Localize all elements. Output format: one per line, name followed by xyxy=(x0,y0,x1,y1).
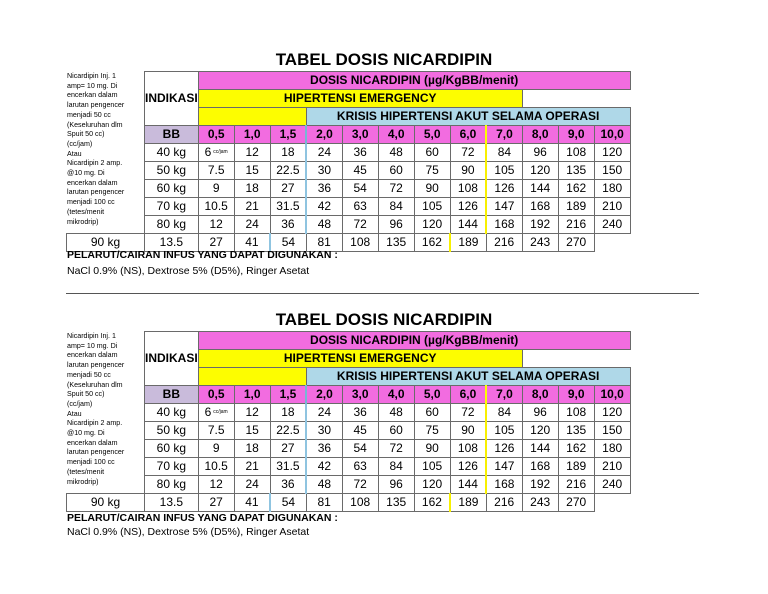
value-cell: 168 xyxy=(522,458,558,476)
value-cell: 45 xyxy=(342,162,378,180)
value-cell: 162 xyxy=(558,440,594,458)
value-cell: 135 xyxy=(378,494,414,512)
dose-cell: 4,0 xyxy=(378,126,414,144)
value-cell: 9 xyxy=(198,180,234,198)
value-cell: 105 xyxy=(486,422,522,440)
value-cell: 108 xyxy=(450,440,486,458)
pelarut-heading: PELARUT/CAIRAN INFUS YANG DAPAT DIGUNAKAN : xyxy=(67,249,338,261)
value-cell: 72 xyxy=(378,440,414,458)
weight-cell: 80 kg xyxy=(145,216,199,234)
value-cell: 108 xyxy=(342,494,378,512)
dose-table xyxy=(66,331,631,512)
value-cell: 24 xyxy=(234,216,270,234)
value-cell: 81 xyxy=(306,494,342,512)
value-cell: 135 xyxy=(378,234,414,252)
dilution-note: Nicardipin Inj. 1 amp= 10 mg. Di encerkan dalam larutan pengencer menjadi 50 cc (Keseluruhan dlm Spuit 50 cc) (cc/jam) Atau Nicardipin 2 amp. @10 mg. Di encerkan dalam larutan pengencer menjadi 100 cc (tetes/menit mikrodrip) xyxy=(67,72,125,226)
emergency-label: HIPERTENSI EMERGENCY xyxy=(198,90,522,108)
dose-cell: 2,0 xyxy=(306,386,342,404)
blank-cell xyxy=(522,90,630,108)
dose-cell: 1,0 xyxy=(234,126,270,144)
dose-header: DOSIS NICARDIPIN (µg/KgBB/menit) xyxy=(198,332,630,350)
dose-cell: 4,0 xyxy=(378,386,414,404)
value-cell: 108 xyxy=(558,144,594,162)
value-cell: 105 xyxy=(414,198,450,216)
value-cell: 144 xyxy=(450,216,486,234)
value-cell: 84 xyxy=(378,198,414,216)
value-cell: 30 xyxy=(306,422,342,440)
dose-cell: 10,0 xyxy=(594,386,630,404)
dose-cell: 5,0 xyxy=(414,386,450,404)
value-cell: 12 xyxy=(198,476,234,494)
value-cell: 180 xyxy=(594,440,630,458)
value-cell: 84 xyxy=(378,458,414,476)
value-cell: 210 xyxy=(594,458,630,476)
value-text: 6 xyxy=(204,145,212,159)
dose-cell: 6,0 xyxy=(450,126,486,144)
value-cell: 96 xyxy=(378,216,414,234)
page-title: TABEL DOSIS NICARDIPIN xyxy=(275,310,493,329)
value-cell: 90 xyxy=(414,440,450,458)
emergency-band xyxy=(198,108,306,126)
value-cell: 90 xyxy=(450,162,486,180)
value-cell: 216 xyxy=(558,216,594,234)
value-cell: 210 xyxy=(594,198,630,216)
value-cell: 12 xyxy=(234,144,270,162)
value-cell: 24 xyxy=(234,476,270,494)
value-cell: 144 xyxy=(522,440,558,458)
value-cell: 126 xyxy=(486,180,522,198)
value-cell: 13.5 xyxy=(145,234,199,252)
value-cell: 54 xyxy=(270,234,306,252)
value-cell: 216 xyxy=(486,234,522,252)
krisis-label: KRISIS HIPERTENSI AKUT SELAMA OPERASI xyxy=(306,368,630,386)
krisis-label: KRISIS HIPERTENSI AKUT SELAMA OPERASI xyxy=(306,108,630,126)
value-cell: 243 xyxy=(522,234,558,252)
value-cell: 27 xyxy=(270,440,306,458)
value-cell: 147 xyxy=(486,198,522,216)
weight-cell: 50 kg xyxy=(145,162,199,180)
dose-cell: 1,5 xyxy=(270,126,306,144)
dose-sheet-1 xyxy=(0,0,768,285)
value-cell: 270 xyxy=(558,234,594,252)
value-cell: 36 xyxy=(342,404,378,422)
value-cell: 21 xyxy=(234,198,270,216)
value-cell: 168 xyxy=(486,216,522,234)
value-cell: 84 xyxy=(486,404,522,422)
value-cell: 147 xyxy=(486,458,522,476)
weight-cell: 90 kg xyxy=(67,494,145,512)
value-cell: 22.5 xyxy=(270,162,306,180)
value-cell: 48 xyxy=(306,216,342,234)
indikasi-label: INDIKASI xyxy=(145,72,199,126)
value-cell: 42 xyxy=(306,198,342,216)
note-cell xyxy=(67,332,145,494)
value-text: 6 xyxy=(204,405,212,419)
dose-cell: 7,0 xyxy=(486,386,522,404)
dilution-note: Nicardipin Inj. 1 amp= 10 mg. Di encerkan dalam larutan pengencer menjadi 50 cc (Keseluruhan dlm Spuit 50 cc) (cc/jam) Atau Nicardipin 2 amp. @10 mg. Di encerkan dalam larutan pengencer menjadi 100 cc (tetes/menit mikrodrip) xyxy=(67,332,125,486)
value-cell: 22.5 xyxy=(270,422,306,440)
dose-cell: 0,5 xyxy=(198,386,234,404)
value-cell: 84 xyxy=(486,144,522,162)
value-cell: 144 xyxy=(522,180,558,198)
pelarut-text: NaCl 0.9% (NS), Dextrose 5% (D5%), Ringer Asetat xyxy=(67,526,310,538)
value-cell: 60 xyxy=(414,404,450,422)
value-cell: 31.5 xyxy=(270,198,306,216)
value-cell: 180 xyxy=(594,180,630,198)
value-cell: 126 xyxy=(450,198,486,216)
value-cell: 54 xyxy=(342,440,378,458)
value-cell: 36 xyxy=(306,440,342,458)
value-cell: 10.5 xyxy=(198,458,234,476)
emergency-band xyxy=(198,368,306,386)
value-cell: 27 xyxy=(198,234,234,252)
dose-cell: 8,0 xyxy=(522,386,558,404)
value-cell: 168 xyxy=(486,476,522,494)
value-cell: 192 xyxy=(522,476,558,494)
value-cell: 189 xyxy=(558,458,594,476)
dose-sheet-2 xyxy=(0,260,768,545)
value-cell: 63 xyxy=(342,198,378,216)
weight-cell: 60 kg xyxy=(145,180,199,198)
value-cell: 96 xyxy=(378,476,414,494)
dose-cell: 3,0 xyxy=(342,126,378,144)
value-cell: 60 xyxy=(414,144,450,162)
value-cell: 36 xyxy=(306,180,342,198)
value-cell: 63 xyxy=(342,458,378,476)
value-cell: 243 xyxy=(522,494,558,512)
value-cell: 105 xyxy=(414,458,450,476)
value-cell: 18 xyxy=(270,404,306,422)
value-cell: 216 xyxy=(558,476,594,494)
value-cell: 36 xyxy=(270,216,306,234)
value-cell: 60 xyxy=(378,422,414,440)
weight-cell: 90 kg xyxy=(67,234,145,252)
dose-cell: 2,0 xyxy=(306,126,342,144)
value-cell: 108 xyxy=(450,180,486,198)
dose-cell: 6,0 xyxy=(450,386,486,404)
dose-header: DOSIS NICARDIPIN (µg/KgBB/menit) xyxy=(198,72,630,90)
value-cell: 18 xyxy=(234,440,270,458)
value-cell: 96 xyxy=(522,144,558,162)
dose-cell: 7,0 xyxy=(486,126,522,144)
value-cell: 75 xyxy=(414,162,450,180)
value-cell: 72 xyxy=(342,216,378,234)
dose-cell: 10,0 xyxy=(594,126,630,144)
dose-cell: 1,0 xyxy=(234,386,270,404)
value-cell: 24 xyxy=(306,404,342,422)
value-cell: 189 xyxy=(450,494,486,512)
dose-cell: 9,0 xyxy=(558,126,594,144)
value-cell: 81 xyxy=(306,234,342,252)
value-cell: 135 xyxy=(558,422,594,440)
value-cell: 144 xyxy=(450,476,486,494)
value-cell: 108 xyxy=(558,404,594,422)
weight-cell: 40 kg xyxy=(145,404,199,422)
value-cell: 150 xyxy=(594,162,630,180)
pelarut-text: NaCl 0.9% (NS), Dextrose 5% (D5%), Ringer Asetat xyxy=(67,265,310,277)
unit-note: cc/jam xyxy=(213,409,228,416)
value-cell: 192 xyxy=(522,216,558,234)
value-cell: 7.5 xyxy=(198,162,234,180)
dose-cell: 0,5 xyxy=(198,126,234,144)
value-cell: 60 xyxy=(378,162,414,180)
weight-cell: 50 kg xyxy=(145,422,199,440)
value-cell: 270 xyxy=(558,494,594,512)
value-cell: 27 xyxy=(270,180,306,198)
value-cell: 120 xyxy=(522,422,558,440)
value-cell: 41 xyxy=(234,494,270,512)
value-cell: 189 xyxy=(558,198,594,216)
value-cell: 36 xyxy=(342,144,378,162)
blank-cell xyxy=(522,350,630,368)
value-cell: 15 xyxy=(234,422,270,440)
weight-cell: 40 kg xyxy=(145,144,199,162)
value-cell: 21 xyxy=(234,458,270,476)
value-cell: 96 xyxy=(522,404,558,422)
value-cell: 48 xyxy=(378,144,414,162)
weight-cell: 80 kg xyxy=(145,476,199,494)
dose-cell: 9,0 xyxy=(558,386,594,404)
dose-cell: 1,5 xyxy=(270,386,306,404)
value-cell: 7.5 xyxy=(198,422,234,440)
value-cell: 45 xyxy=(342,422,378,440)
value-cell: 162 xyxy=(414,234,450,252)
value-cell: 12 xyxy=(234,404,270,422)
value-cell: 54 xyxy=(270,494,306,512)
value-cell: 72 xyxy=(450,144,486,162)
value-cell: 216 xyxy=(486,494,522,512)
value-cell: 48 xyxy=(306,476,342,494)
value-cell: 30 xyxy=(306,162,342,180)
value-cell: 90 xyxy=(414,180,450,198)
value-cell: 135 xyxy=(558,162,594,180)
weight-cell: 70 kg xyxy=(145,198,199,216)
bb-label: BB xyxy=(145,126,199,144)
value-cell: 12 xyxy=(198,216,234,234)
value-cell: 48 xyxy=(378,404,414,422)
value-cell: 108 xyxy=(342,234,378,252)
value-cell: 240 xyxy=(594,216,630,234)
value-cell: 105 xyxy=(486,162,522,180)
value-cell: 54 xyxy=(342,180,378,198)
value-cell: 126 xyxy=(450,458,486,476)
dose-table xyxy=(66,71,631,252)
page-title: TABEL DOSIS NICARDIPIN xyxy=(275,50,493,69)
value-cell: 120 xyxy=(414,476,450,494)
value-cell: 36 xyxy=(270,476,306,494)
value-cell: 162 xyxy=(414,494,450,512)
indikasi-label: INDIKASI xyxy=(145,332,199,386)
value-cell: 27 xyxy=(198,494,234,512)
value-cell: 72 xyxy=(450,404,486,422)
value-cell: 24 xyxy=(306,144,342,162)
value-cell: 18 xyxy=(234,180,270,198)
value-cell xyxy=(198,144,234,162)
bb-label: BB xyxy=(145,386,199,404)
value-cell: 120 xyxy=(594,144,630,162)
value-cell: 120 xyxy=(594,404,630,422)
weight-cell: 70 kg xyxy=(145,458,199,476)
value-cell: 72 xyxy=(378,180,414,198)
dose-cell: 5,0 xyxy=(414,126,450,144)
value-cell: 90 xyxy=(450,422,486,440)
value-cell: 10.5 xyxy=(198,198,234,216)
value-cell: 168 xyxy=(522,198,558,216)
dose-cell: 8,0 xyxy=(522,126,558,144)
value-cell: 240 xyxy=(594,476,630,494)
emergency-label: HIPERTENSI EMERGENCY xyxy=(198,350,522,368)
value-cell xyxy=(198,404,234,422)
value-cell: 72 xyxy=(342,476,378,494)
weight-cell: 60 kg xyxy=(145,440,199,458)
value-cell: 13.5 xyxy=(145,494,199,512)
note-cell xyxy=(67,72,145,234)
value-cell: 126 xyxy=(486,440,522,458)
pelarut-heading: PELARUT/CAIRAN INFUS YANG DAPAT DIGUNAKAN : xyxy=(67,512,338,524)
value-cell: 9 xyxy=(198,440,234,458)
value-cell: 150 xyxy=(594,422,630,440)
value-cell: 162 xyxy=(558,180,594,198)
unit-note: cc/jam xyxy=(213,149,228,156)
value-cell: 75 xyxy=(414,422,450,440)
value-cell: 42 xyxy=(306,458,342,476)
dose-cell: 3,0 xyxy=(342,386,378,404)
value-cell: 15 xyxy=(234,162,270,180)
value-cell: 189 xyxy=(450,234,486,252)
value-cell: 120 xyxy=(414,216,450,234)
value-cell: 120 xyxy=(522,162,558,180)
value-cell: 18 xyxy=(270,144,306,162)
value-cell: 41 xyxy=(234,234,270,252)
value-cell: 31.5 xyxy=(270,458,306,476)
